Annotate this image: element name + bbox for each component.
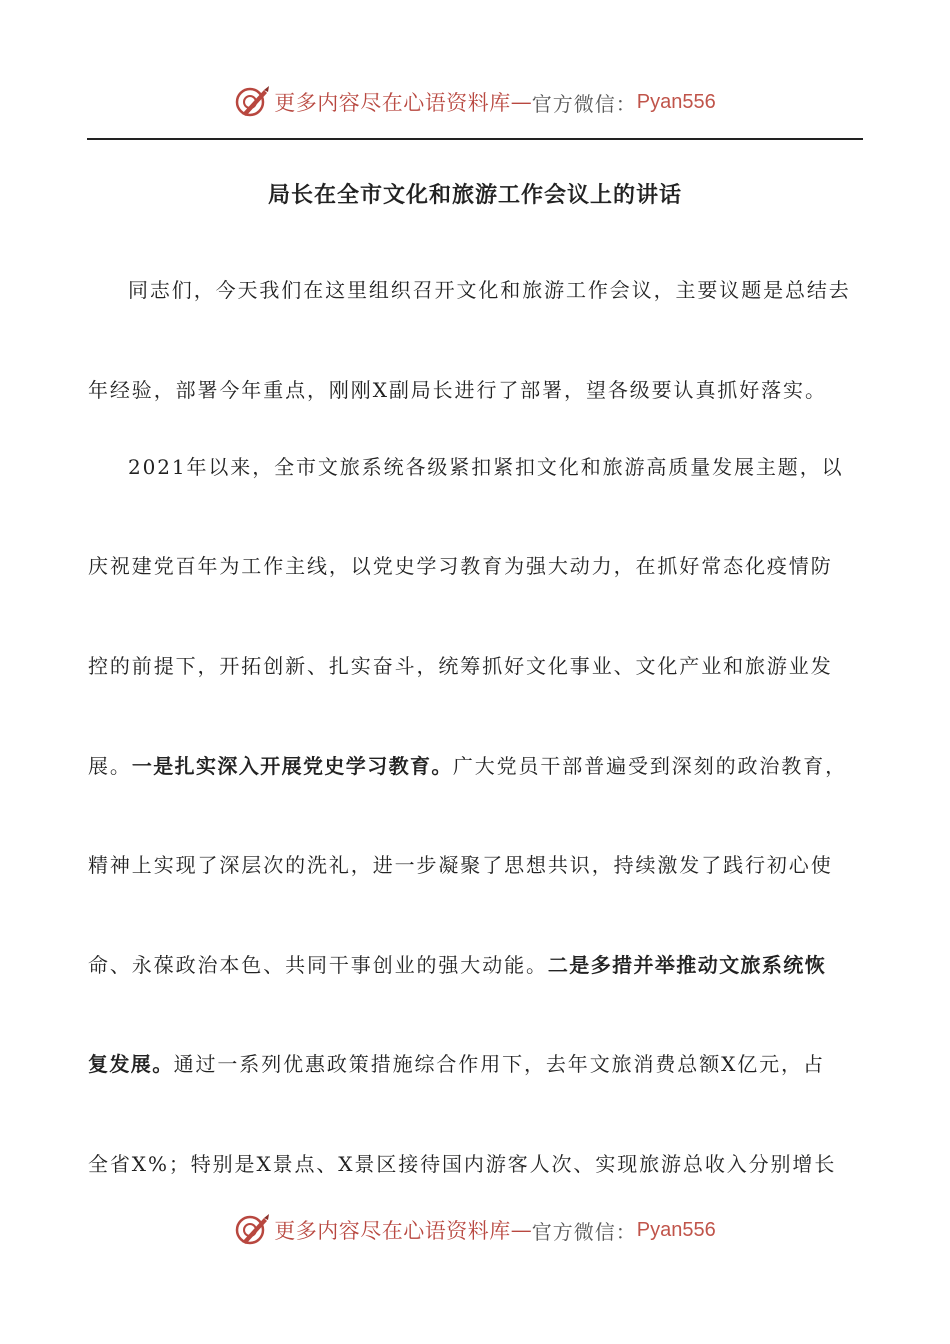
paragraph-line: 精神上实现了深层次的洗礼，进一步凝聚了思想共识，持续激发了践行初心使 — [88, 853, 833, 877]
footer-banner — [0, 1210, 950, 1250]
quill-logo-icon — [234, 84, 270, 120]
bold-heading-1: 一是扎实深入开展党史学习教育。 — [131, 754, 453, 778]
line-text: 命、永葆政治本色、共同干事创业的强大动能。 — [88, 953, 548, 977]
banner-slogan: 更多内容尽在心语资料库 — [274, 91, 511, 115]
paragraph-line — [88, 1048, 863, 1077]
banner-wechat-id: Pyan556 — [636, 90, 716, 113]
document-title: 局长在全市文化和旅游工作会议上的讲话 — [267, 183, 682, 208]
paragraph-line — [88, 949, 863, 978]
banner-dash: — — [510, 1218, 532, 1242]
paragraph-line: 庆祝建党百年为工作主线，以党史学习教育为强大动力，在抓好常态化疫情防 — [88, 554, 833, 578]
banner-slogan: 更多内容尽在心语资料库 — [274, 1219, 511, 1243]
banner-wechat-id: Pyan556 — [636, 1218, 716, 1241]
bold-heading-2: 二是多措并举推动文旅系统恢 — [547, 953, 827, 977]
line-text: 广大党员干部普遍受到深刻的政治教育， — [452, 754, 848, 778]
bold-heading-2-cont: 复发展。 — [88, 1052, 174, 1076]
quill-logo-icon — [234, 1212, 270, 1248]
line-text: 通过一系列优惠政策措施综合作用下，去年文旅消费总额X亿元，占 — [173, 1052, 825, 1076]
paragraph-line: 年经验，部署今年重点，刚刚X副局长进行了部署，望各级要认真抓好落实。 — [88, 378, 827, 402]
paragraph-line: 2021年以来，全市文旅系统各级紧扣紧扣文化和旅游高质量发展主题，以 — [128, 455, 844, 479]
line-text: 展。 — [88, 754, 132, 778]
banner-wechat-label: 官方微信： — [531, 1219, 637, 1244]
header-divider — [87, 138, 863, 140]
banner-wechat-label: 官方微信： — [531, 91, 637, 116]
paragraph-line — [88, 750, 863, 779]
paragraph-line: 全省X%；特别是X景点、X景区接待国内游客人次、实现旅游总收入分别增长 — [88, 1152, 837, 1176]
paragraph-line: 同志们，今天我们在这里组织召开文化和旅游工作会议，主要议题是总结去 — [128, 278, 851, 302]
header-banner — [0, 82, 950, 122]
paragraph-line: 控的前提下，开拓创新、扎实奋斗，统筹抓好文化事业、文化产业和旅游业发 — [88, 654, 833, 678]
banner-dash: — — [510, 90, 532, 114]
